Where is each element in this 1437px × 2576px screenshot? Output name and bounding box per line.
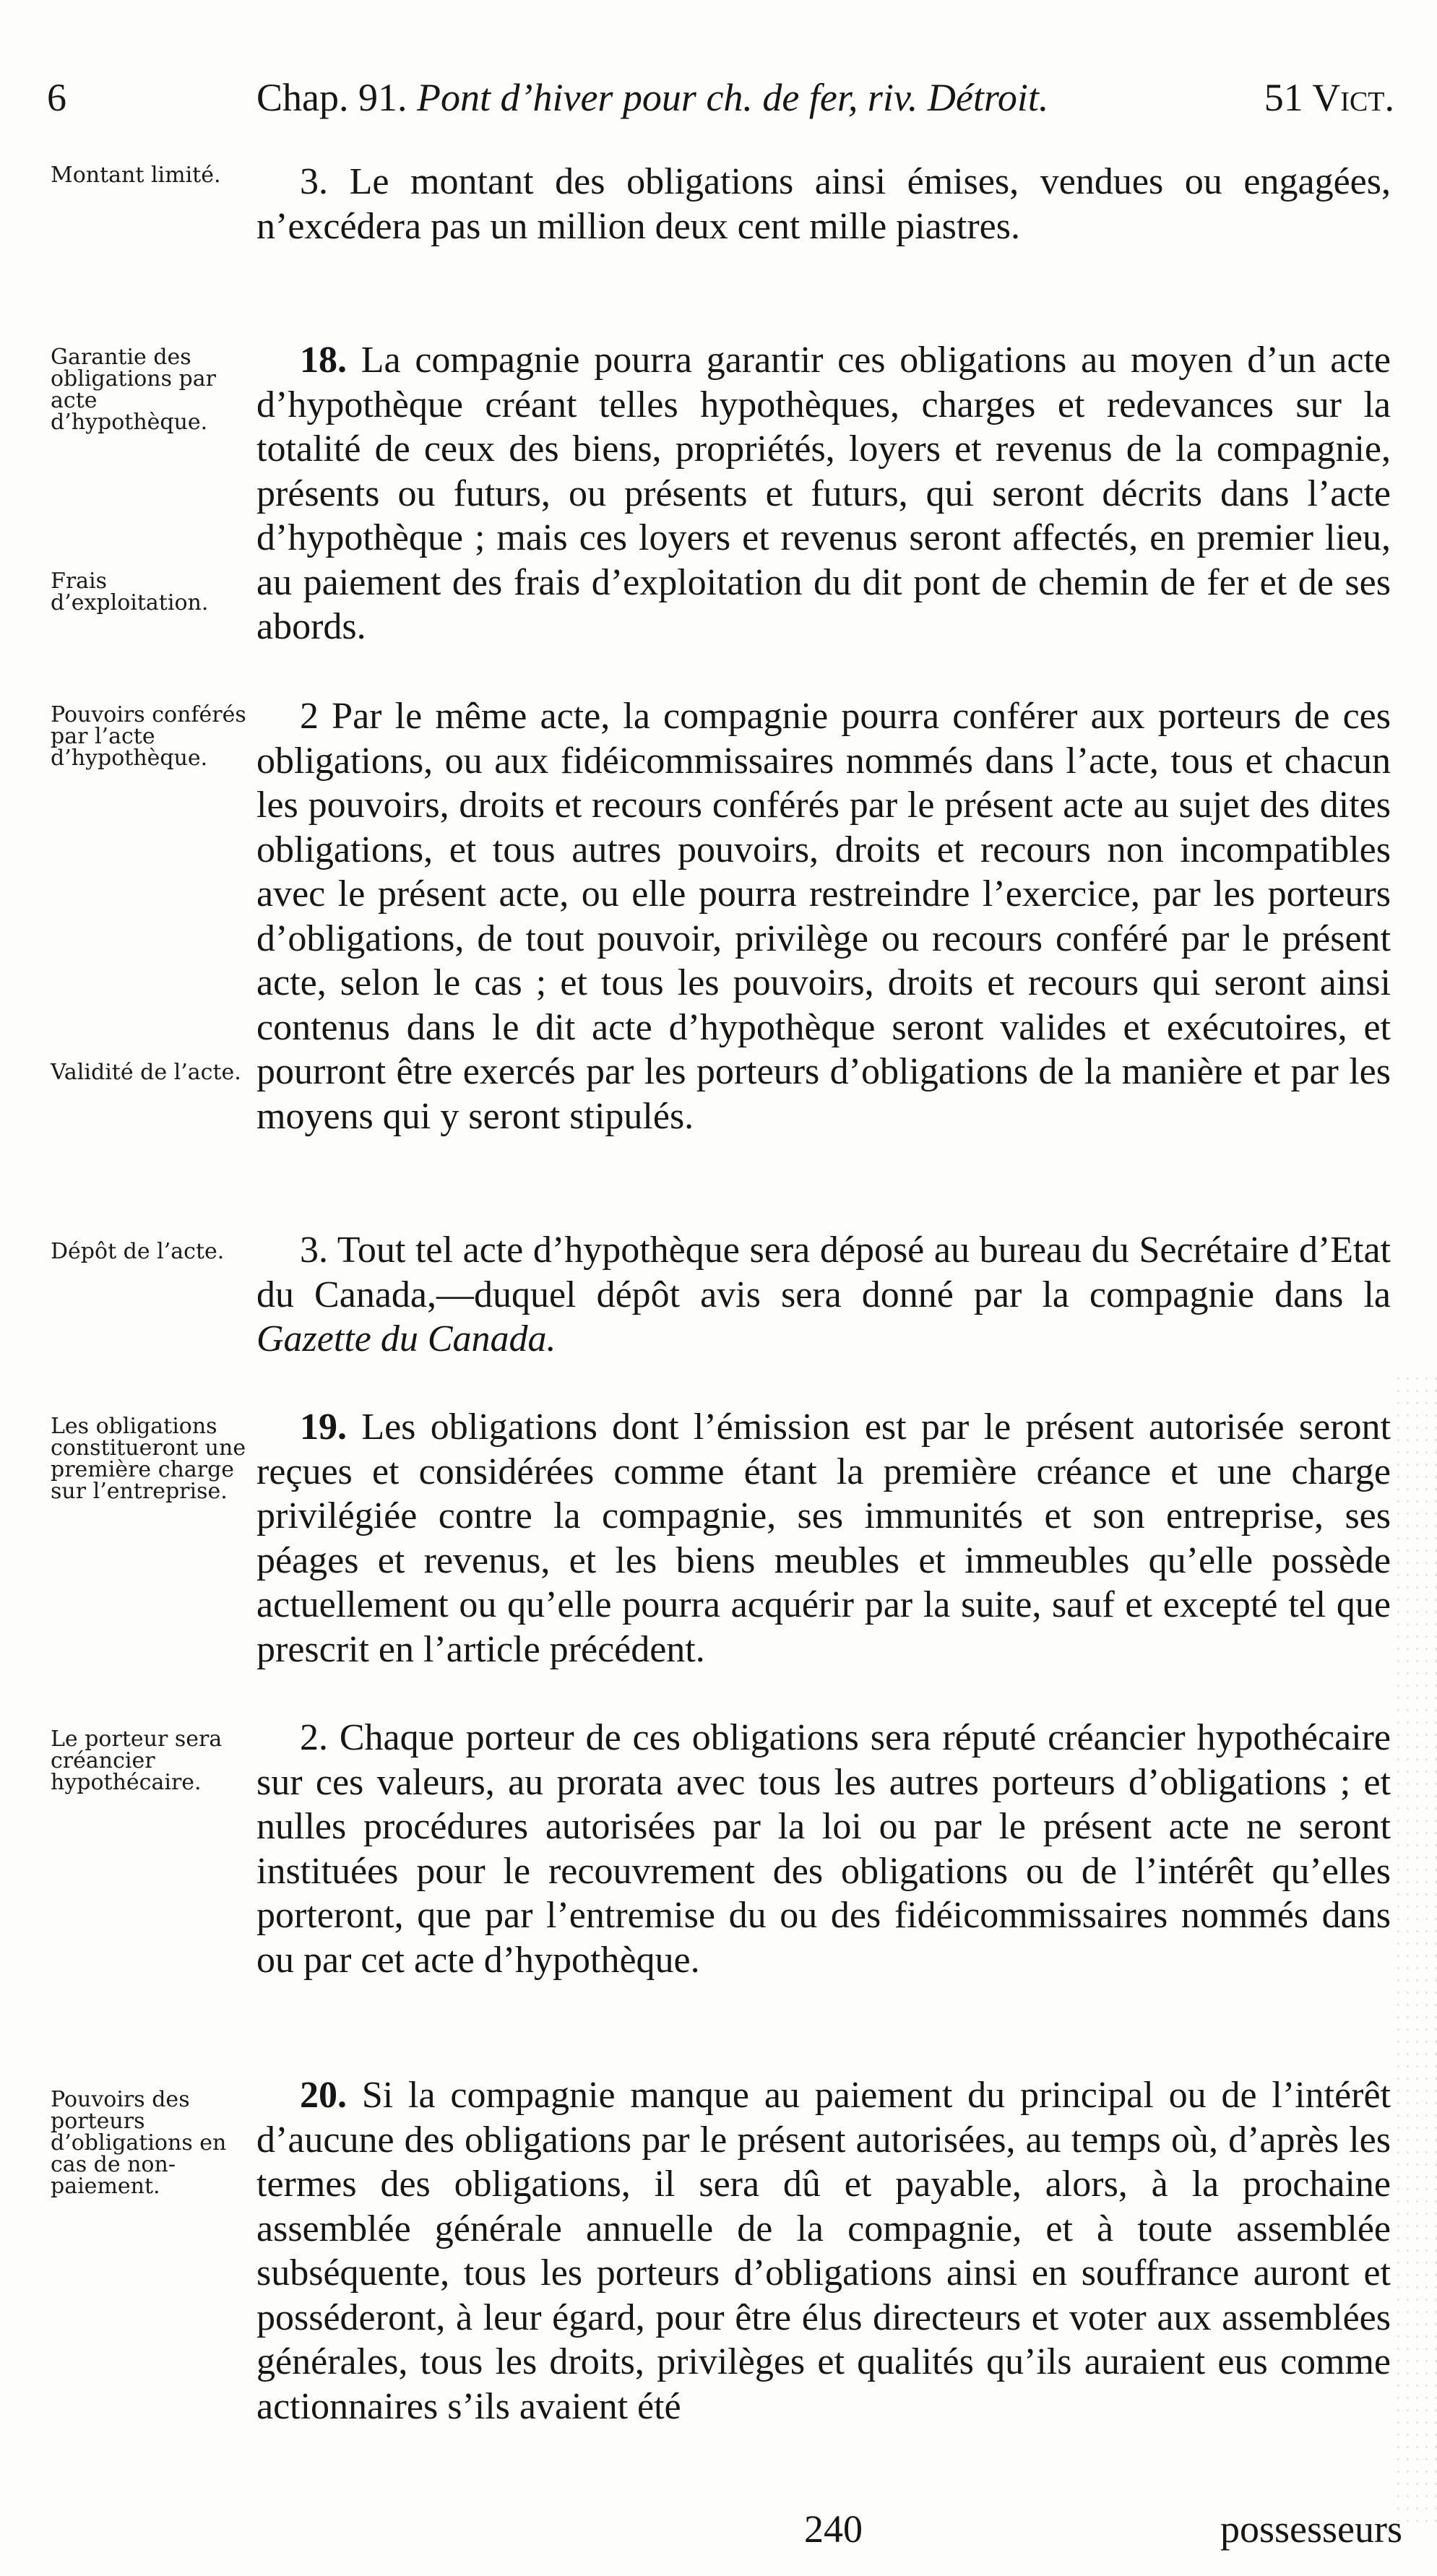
margin-note-pouvoirs: Pouvoirs conférés par l’acte d’hypothèque.	[51, 702, 246, 771]
running-header	[43, 75, 1402, 133]
section-number: 18.	[300, 340, 347, 381]
margin-note-non-paiement: Pouvoirs des porteurs d’obligations en cas de non-paiement.	[51, 2087, 227, 2199]
margin-note-frais: Frais d’exploitation.	[51, 569, 209, 615]
scan-noise	[1394, 1373, 1437, 2528]
paragraph-text: 3. Le montant des obligations ainsi émises, vendues ou engagées, n’excédera pas un million deux cent mille piastres.	[256, 161, 1391, 247]
paragraph-text: Si la compagnie manque au paiement du principal ou de l’intérêt d’aucune des obligations par le présent autorisées, au temps où, d’après les termes des obligations, il sera dû et payable, alors, à la prochaine assemblée générale annuelle de la compagnie, et à toute assemblée subséquente, tous les porteurs d’obligations ainsi en souffrance auront et posséderont, à leur égard, pour être élus directeurs et voter aux assemblées générales, tous les droits, privilèges et qualités qu’ils auraient eus comme actionnaires s’ils avaient été	[256, 2075, 1391, 2427]
paragraph-text: La compagnie pourra garantir ces obligations au moyen d’un acte d’hypothèque créant telles hypothèques, charges et redevances sur la totalité de ceux des biens, propriétés, loyers et revenus de la compagnie, présents ou futurs, ou présents et futurs, qui seront décrits dans l’acte d’hypothèque ; mais ces loyers et revenus seront affectés, en premier lieu, au paiement des frais d’exploitation du dit pont de chemin de fer et de ses abords.	[256, 340, 1391, 647]
paragraph-depot	[256, 1228, 1391, 1362]
margin-note-montant: Montant limité.	[51, 163, 221, 188]
page-number: 6	[47, 76, 66, 119]
paragraph-text: 2 Par le même acte, la compagnie pourra conférer aux porteurs de ces obligations, ou aux fidéicommissaires nommés dans l’acte, tous et chacun les pouvoirs, droits et recours conférés par le présent acte au sujet des dites obligations, et tous autres pouvoirs, droits et recours non incompatibles avec le présent acte, ou elle pourra restreindre l’exercice, par les porteurs d’obligations, de tout pouvoir, privilège ou recours conféré par le présent acte, selon le cas ; et tous les pouvoirs, droits et recours qui seront ainsi contenus dans le dit acte d’hypothèque seront valides et exécutoires, et pourront être exercés par les porteurs d’obligations de la manière et par les moyens qui y seront stipulés.	[256, 696, 1391, 1137]
page-footer	[0, 2507, 1437, 2564]
gazette-title: Gazette du Canada.	[256, 1318, 556, 1360]
chapter-title: Pont d’hiver pour ch. de fer, riv. Détroit.	[417, 76, 1049, 119]
paragraph-montant	[256, 160, 1391, 248]
session-label: 51 Vict.	[1264, 76, 1394, 119]
paragraph-text: 3. Tout tel acte d’hypothèque sera déposé au bureau du Secrétaire d’Etat du Canada,—duquel dépôt avis sera donné par la compagnie dans la	[256, 1229, 1391, 1315]
section-19	[256, 1405, 1391, 1672]
catchword: possesseurs	[1220, 2507, 1402, 2551]
chapter-heading	[256, 75, 1048, 120]
folio-number: 240	[804, 2507, 863, 2551]
chapter-label: Chap. 91.	[256, 76, 407, 119]
paragraph-text: 2. Chaque porteur de ces obligations sera réputé créancier hypothécaire sur ces valeurs, au prorata avec tous les autres porteurs d’obligations ; et nulles procédures autorisées par la loi ou par le présent acte ne seront instituées pour le recouvrement des obligations ou de l’intérêt qu’elles porteront, que par l’entremise du ou des fidéicommissaires nommés dans ou par cet acte d’hypothèque.	[256, 1717, 1391, 1981]
section-number: 20.	[300, 2075, 347, 2116]
margin-note-garantie: Garantie des obligations par acte d’hypothèque.	[51, 345, 216, 435]
section-number: 19.	[300, 1406, 347, 1448]
margin-note-depot: Dépôt de l’acte.	[51, 1239, 225, 1264]
paragraph-porteur	[256, 1716, 1391, 1982]
margin-note-porteur: Le porteur sera créancier hypothécaire.	[51, 1726, 223, 1795]
section-20	[256, 2073, 1391, 2429]
margin-note-validite: Validité de l’acte.	[51, 1060, 241, 1085]
paragraph-pouvoirs	[256, 694, 1391, 1138]
section-18	[256, 338, 1391, 649]
paragraph-text: Les obligations dont l’émission est par le présent autorisée seront reçues et considérées comme étant la première créance et une charge privilégiée contre la compagnie, ses immunités et son entreprise, ses péages et revenus, et les biens meubles et immeubles qu’elle possède actuellement ou qu’elle pourra acquérir par la suite, sauf et excepté tel que prescrit en l’article précédent.	[256, 1406, 1391, 1670]
margin-note-obligations: Les obligations constitueront une première charge sur l’entreprise.	[51, 1414, 246, 1504]
